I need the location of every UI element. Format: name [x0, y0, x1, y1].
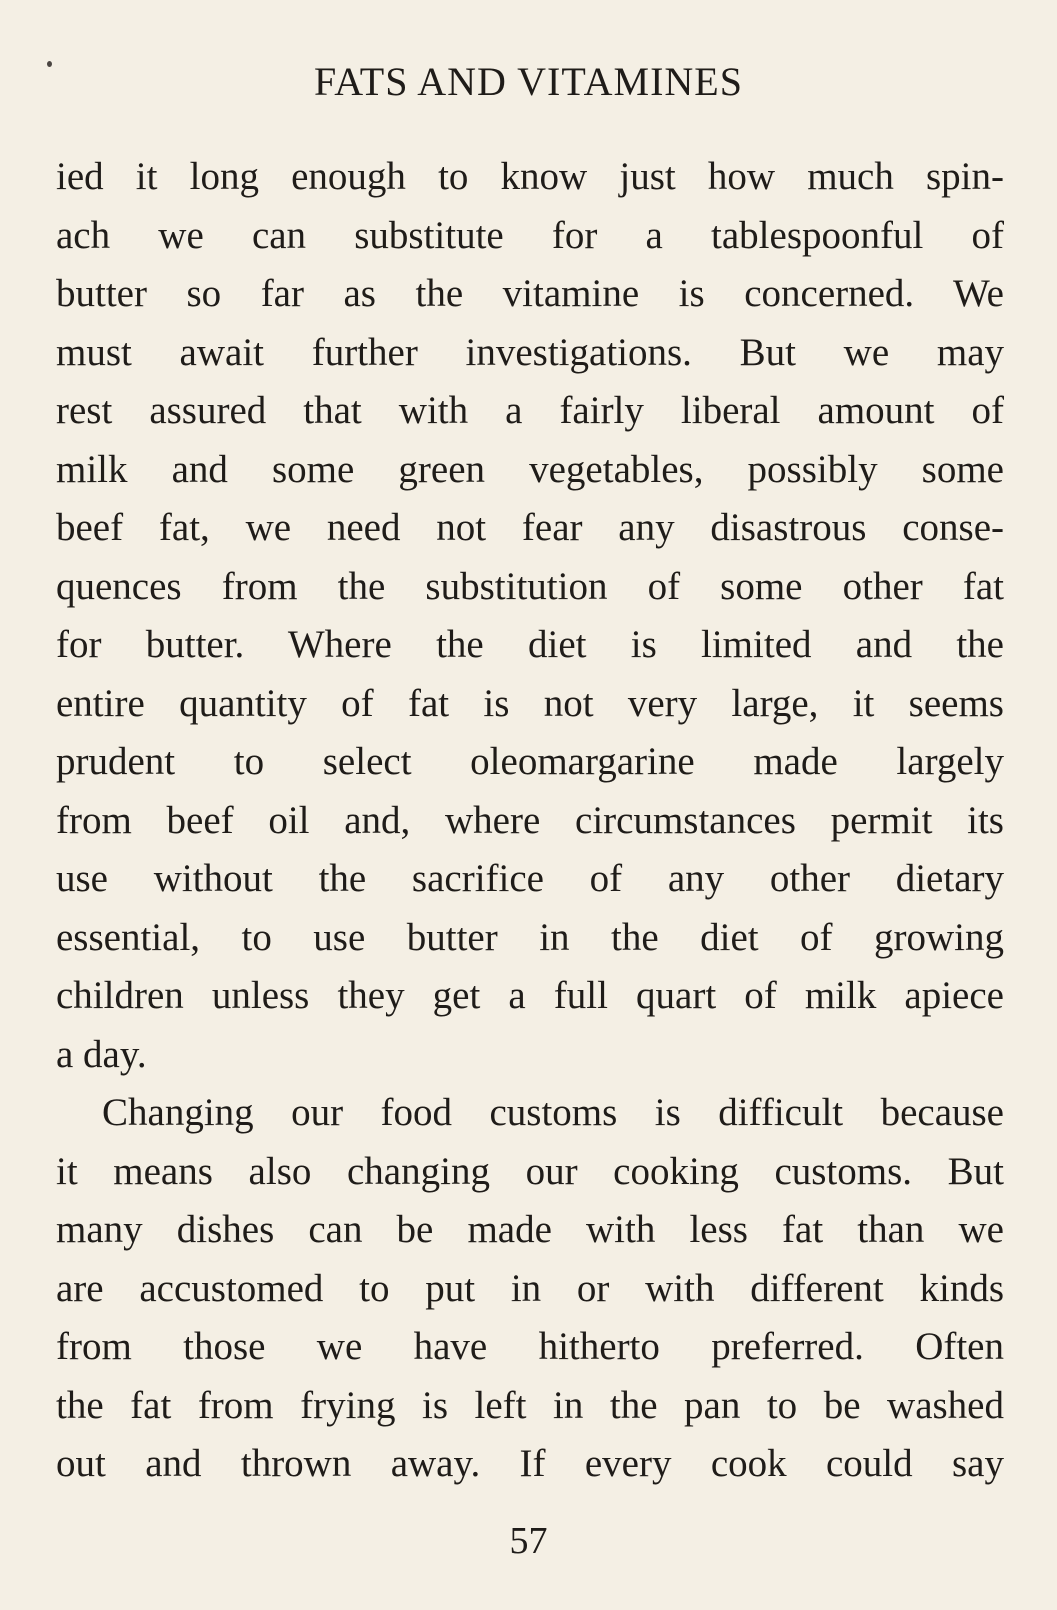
text-line: children unless they get a full quart of milk apiece — [56, 974, 1004, 1017]
text-line: for butter. Where the diet is limited and the — [56, 623, 1004, 666]
text-line: rest assured that with a fairly liberal amount of — [56, 389, 1004, 432]
page-number: 57 — [509, 1520, 548, 1562]
text-line: many dishes can be made with less fat than we — [56, 1208, 1004, 1251]
text-line: ied it long enough to know just how much spin- — [56, 155, 1004, 198]
text-line: from those we have hitherto preferred. Often — [56, 1325, 1004, 1368]
paragraph-start-line: Changing our food customs is difficult because — [102, 1091, 1004, 1134]
body-text — [56, 148, 1004, 1494]
text-line: prudent to select oleomargarine made largely — [56, 740, 1004, 783]
text-line: quences from the substitution of some other fat — [56, 564, 1004, 608]
text-line: the fat from frying is left in the pan to be washed — [56, 1383, 1004, 1427]
text-line: essential, to use butter in the diet of growing — [56, 915, 1004, 959]
paragraph-end-line: a day. — [56, 1032, 147, 1076]
text-line: butter so far as the vitamine is concerned. We — [56, 272, 1004, 315]
running-head: FATS AND VITAMINES — [314, 59, 743, 104]
text-line: use without the sacrifice of any other dietary — [56, 857, 1004, 900]
text-line: must await further investigations. But we may — [56, 330, 1004, 374]
text-line: it means also changing our cooking customs. But — [56, 1149, 1004, 1193]
text-line: beef fat, we need not fear any disastrous conse- — [56, 506, 1004, 549]
text-line: from beef oil and, where circumstances permit its — [56, 798, 1004, 842]
text-line: entire quantity of fat is not very large, it seems — [56, 681, 1004, 725]
text-line: out and thrown away. If every cook could say — [56, 1442, 1004, 1485]
text-line: milk and some green vegetables, possibly some — [56, 447, 1004, 491]
text-line: ach we can substitute for a tablespoonful of — [56, 213, 1004, 257]
text-line: are accustomed to put in or with different kinds — [56, 1266, 1004, 1310]
